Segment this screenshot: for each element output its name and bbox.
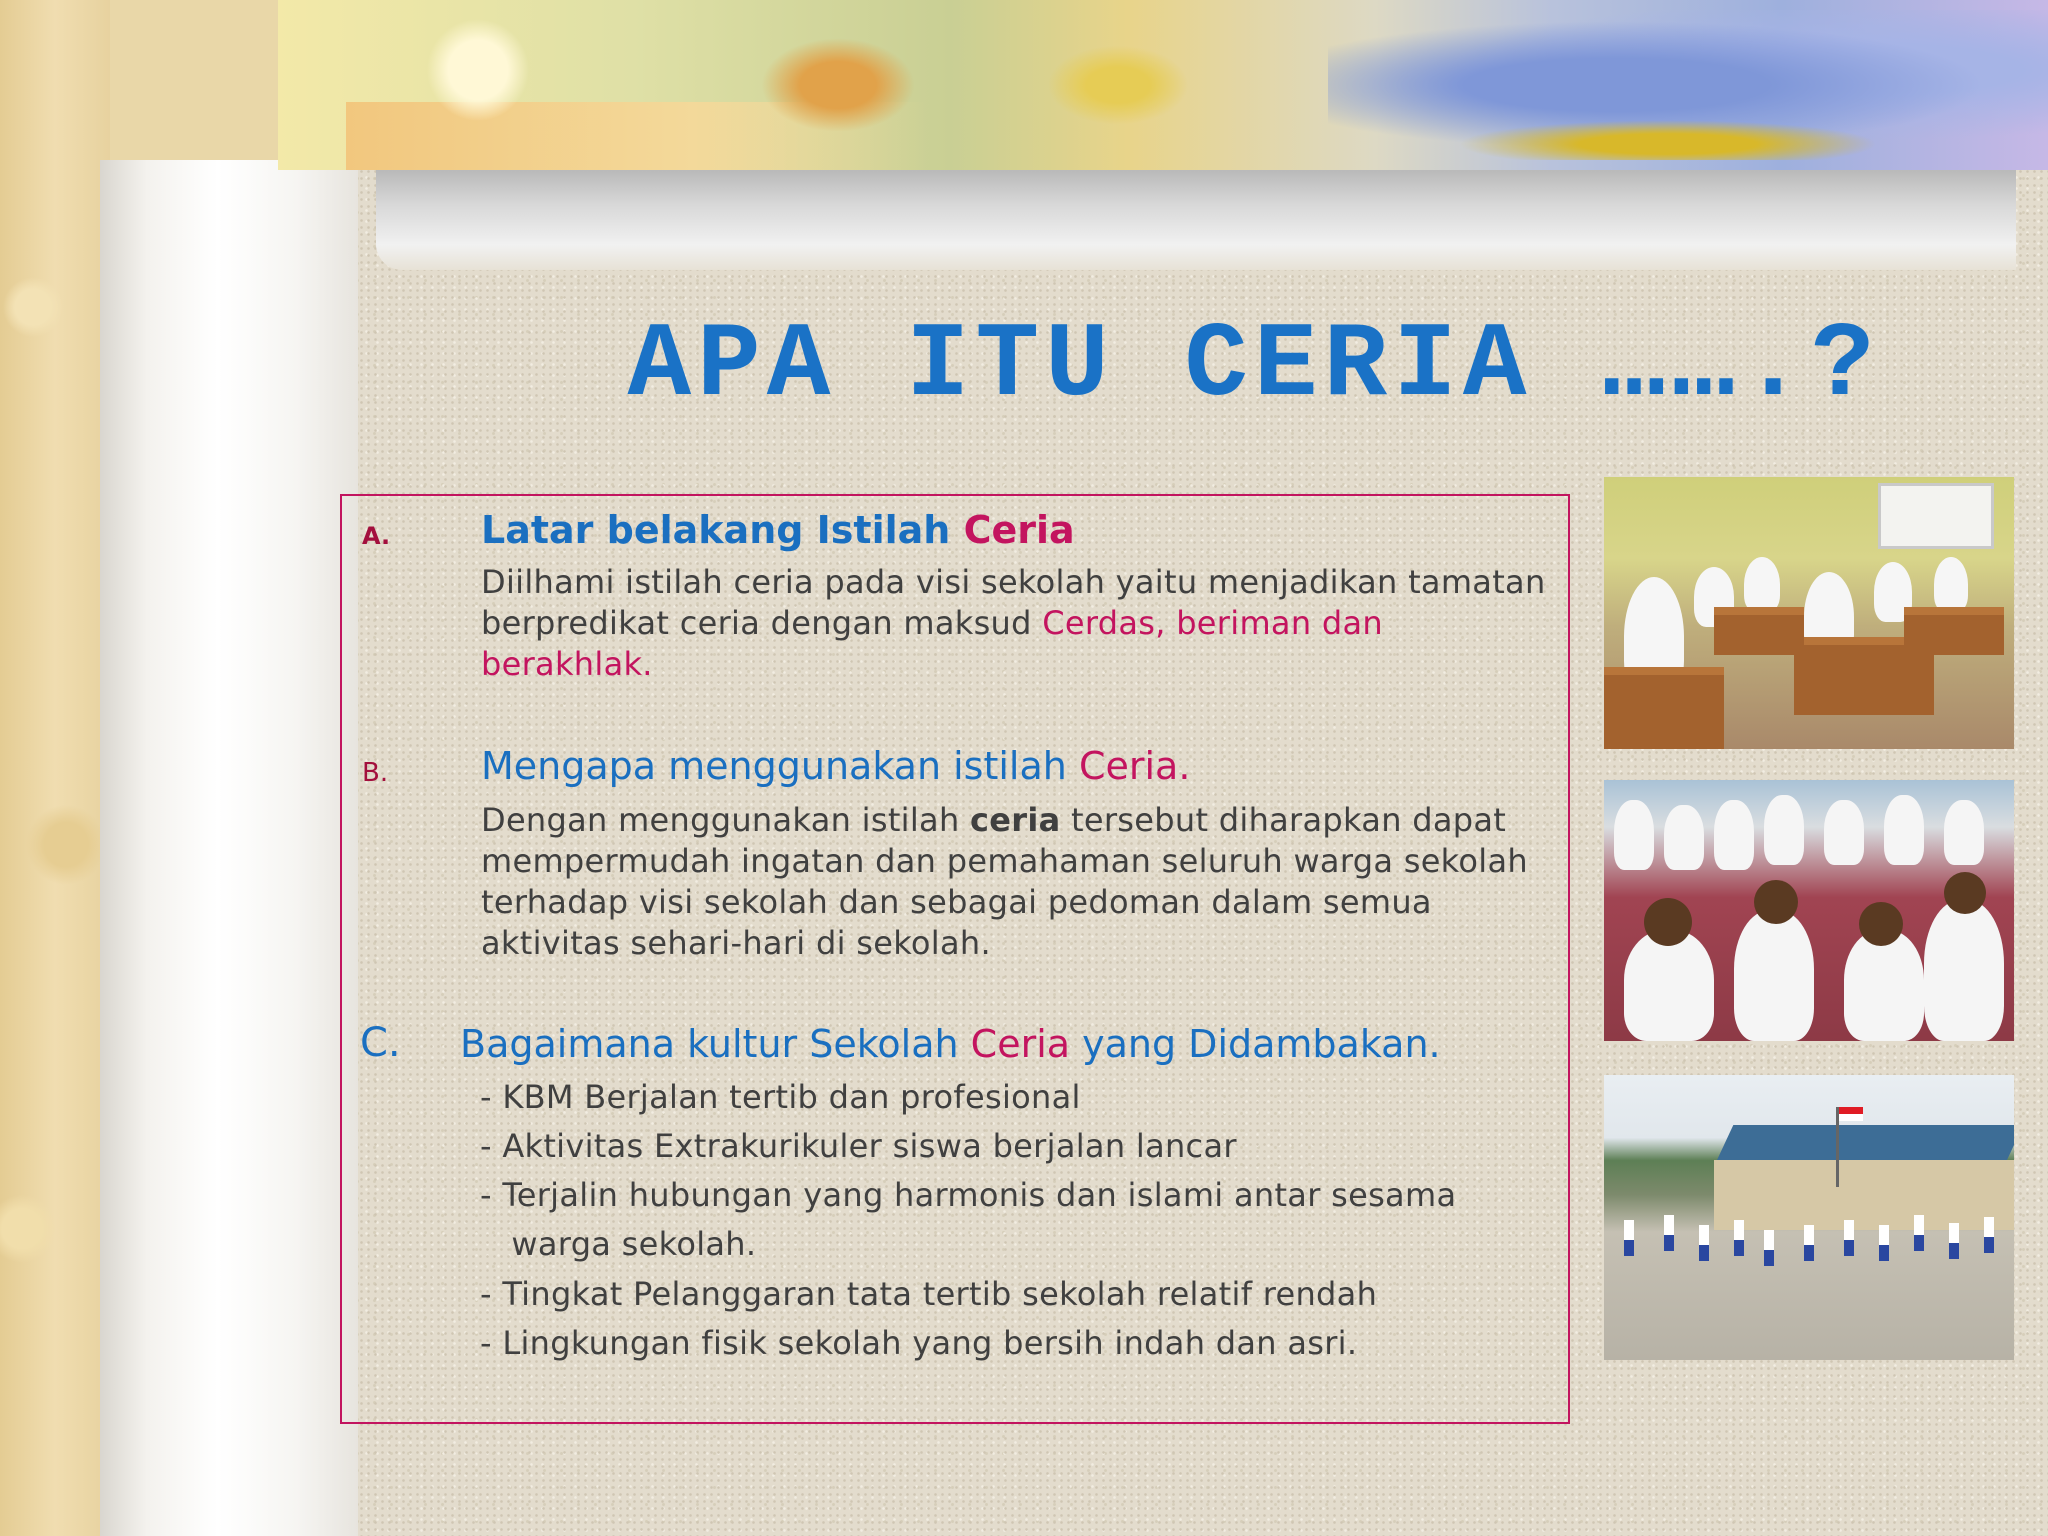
section-c-letter: C. [360, 1020, 401, 1066]
flag-icon [1836, 1107, 1839, 1187]
grain-decoration [1458, 120, 1878, 160]
section-a-body-text: Diilhami istilah ceria pada visi sekolah yaitu menjadikan tamatan berpredikat ceria dengan maksud [481, 563, 1546, 642]
section-b-heading [481, 744, 1190, 788]
list-item: warga sekolah. [480, 1225, 757, 1263]
list-item: - Aktivitas Extrakurikuler siswa berjalan lancar [480, 1127, 1237, 1165]
section-b-body-text: Dengan menggunakan istilah [481, 801, 971, 839]
section-b-heading-emphasis: Ceria. [1078, 744, 1191, 788]
section-b-heading-text: Mengapa menggunakan istilah [481, 744, 1079, 788]
flower-decoration [748, 30, 928, 140]
section-a-heading-text: Latar belakang Istilah [481, 508, 964, 552]
classroom-photo [1604, 477, 2014, 749]
floral-banner [278, 0, 2048, 170]
gathering-photo [1604, 780, 2014, 1041]
section-c-heading-text: Bagaimana kultur Sekolah [460, 1022, 971, 1066]
section-b-body-tail: tersebut diharapkan dapat mempermudah ingatan dan pemahaman seluruh warga sekolah terhadap visi sekolah dan sebagai pedoman dalam semua aktivitas sehari-hari di sekolah. [481, 801, 1528, 962]
section-b-letter: B. [362, 758, 389, 788]
section-b-body [481, 800, 1571, 964]
section-c-heading [460, 1022, 1441, 1066]
list-item: - Lingkungan fisik sekolah yang bersih indah dan asri. [480, 1324, 1358, 1362]
flower-decoration [1038, 40, 1198, 130]
section-a-heading [481, 508, 1075, 552]
section-c-heading-tail: yang Didambakan. [1070, 1022, 1441, 1066]
schoolyard-photo [1604, 1075, 2014, 1360]
section-a-body-emphasis: Cerdas, beriman dan berakhlak. [481, 604, 1383, 683]
list-item: - Tingkat Pelanggaran tata tertib sekolah relatif rendah [480, 1275, 1378, 1313]
section-a-body [481, 562, 1561, 685]
list-item: - KBM Berjalan tertib dan profesional [480, 1078, 1081, 1116]
parchment-background [0, 0, 110, 1536]
header-shelf [376, 170, 2016, 270]
list-item: - Terjalin hubungan yang harmonis dan islami antar sesama [480, 1176, 1457, 1214]
section-a-letter: A. [362, 522, 391, 550]
section-a-heading-emphasis: Ceria [963, 508, 1075, 552]
section-c-heading-emphasis: Ceria [970, 1022, 1071, 1066]
section-b-body-bold: ceria [970, 801, 1061, 839]
flower-decoration [418, 10, 538, 130]
slide-title: APA ITU CERIA …….? [627, 306, 1881, 426]
